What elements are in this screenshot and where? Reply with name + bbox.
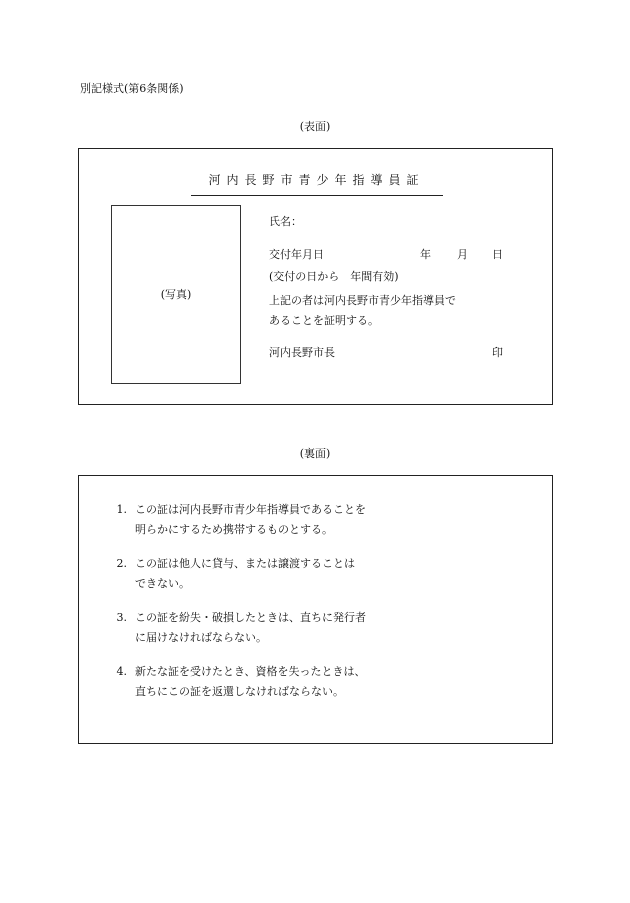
seal-mark: 印 [492, 346, 503, 359]
card-title: 河内長野市青少年指導員証 [208, 173, 425, 187]
photo-label: (写真) [160, 288, 192, 301]
note-line-1: この証は河内長野市青少年指導員であることを [135, 503, 366, 516]
certification-line-1: 上記の者は河内長野市青少年指導員で [269, 294, 456, 307]
note-number: 1. [116, 503, 127, 516]
validity-note: (交付の日から 年間有効) [269, 270, 399, 283]
issuer-label: 河内長野市長 [269, 346, 335, 359]
name-label: 氏名： [269, 215, 302, 228]
note-line-1: 新たな証を受けたとき、資格を失ったときは、 [135, 665, 366, 678]
note-line-2: できない。 [135, 577, 190, 590]
note-line-2: 明らかにするため携帯するものとする。 [135, 523, 333, 536]
note-number: 3. [116, 611, 127, 624]
back-section-label: (裏面) [299, 447, 331, 460]
note-line-1: この証を紛失・破損したときは、直ちに発行者 [135, 611, 366, 624]
form-reference: 別記様式(第6条関係) [80, 82, 184, 95]
note-number: 4. [116, 665, 127, 678]
id-card-front [78, 148, 553, 405]
issue-date-label: 交付年月日 [269, 248, 324, 261]
note-line-1: この証は他人に貸与、または譲渡することは [135, 557, 355, 570]
note-line-2: に届けなければならない。 [135, 631, 267, 644]
issue-month-char: 月 [457, 248, 468, 261]
front-section-label: (表面) [299, 120, 331, 133]
photo-placeholder [111, 205, 241, 384]
certification-line-2: あることを証明する。 [269, 314, 379, 327]
issue-day-char: 日 [492, 248, 503, 261]
note-number: 2. [116, 557, 127, 570]
id-card-back [78, 475, 553, 744]
title-underline [191, 195, 443, 196]
issue-year-char: 年 [420, 248, 431, 261]
note-line-2: 直ちにこの証を返還しなければならない。 [135, 685, 344, 698]
